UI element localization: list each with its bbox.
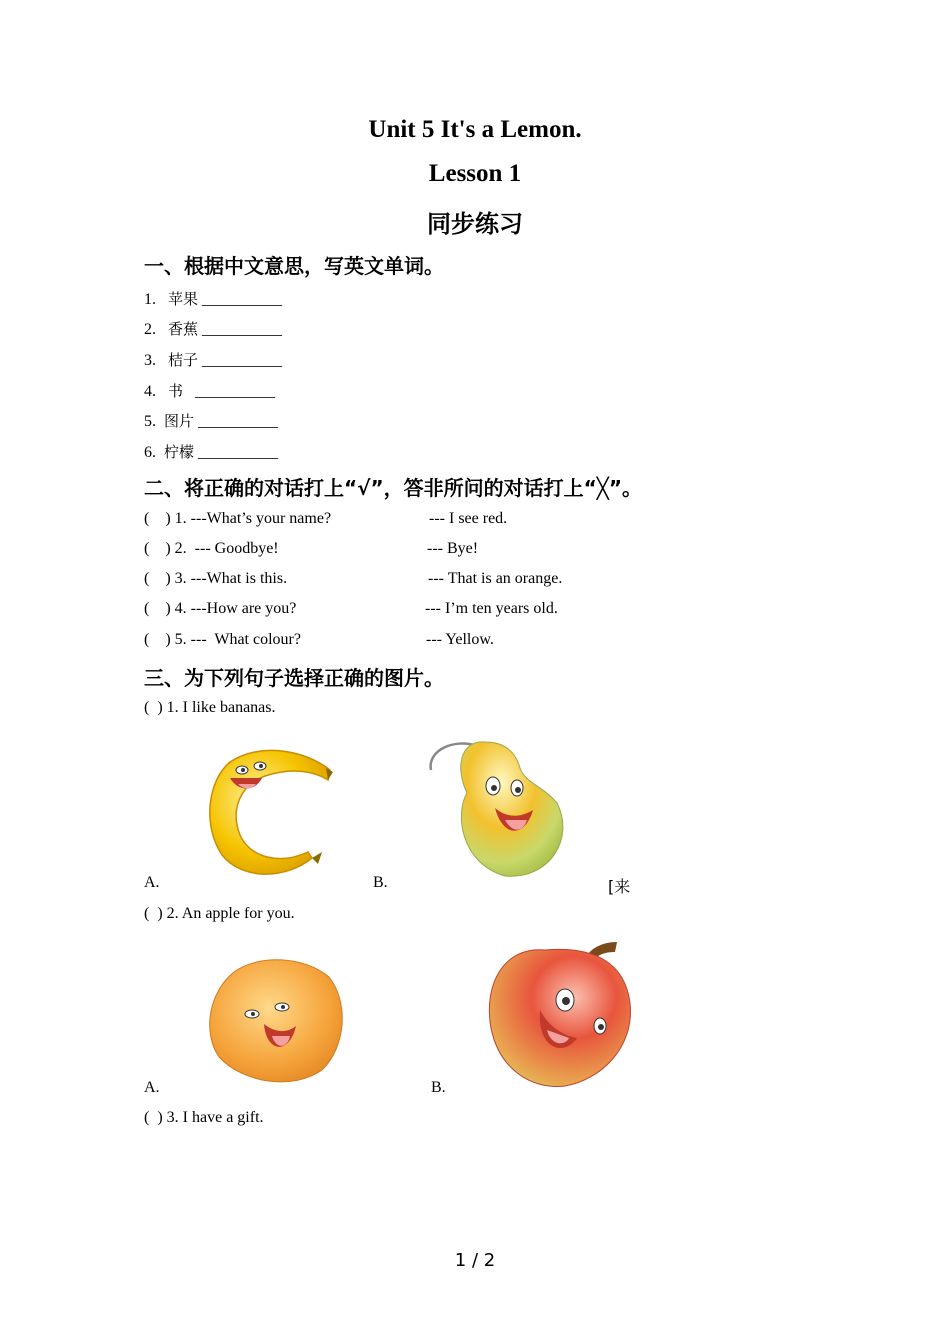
option-b-label: B. xyxy=(431,1079,446,1096)
apple-picture xyxy=(485,938,633,1090)
answer-blank[interactable]: __________ xyxy=(202,352,283,369)
picture-question-1: ( ) 1. I like bananas. xyxy=(144,699,276,716)
answer-blank[interactable]: __________ xyxy=(202,291,283,308)
vocab-item-6: 6. 柠檬 __________ xyxy=(144,443,279,461)
section1-title: 一、根据中文意思，写英文单词。 xyxy=(144,254,444,278)
lesson-title: Lesson 1 xyxy=(428,160,522,187)
answer-blank[interactable]: __________ xyxy=(198,413,279,430)
vocab-item-4: 4. 书 __________ xyxy=(144,382,276,400)
picture-question-3: ( ) 3. I have a gift. xyxy=(144,1109,264,1126)
page-number: 1 / 2 xyxy=(454,1250,496,1271)
unit-title: Unit 5 It's a Lemon. xyxy=(368,116,582,143)
source-note: [来 xyxy=(608,877,631,896)
section2-title: 二、将正确的对话打上“√”，答非所问的对话打上“╳”。 xyxy=(144,476,642,500)
dialog-answer-2: --- Bye! xyxy=(427,540,479,557)
dialog-question-2: ( ) 2. --- Goodbye! xyxy=(144,540,279,557)
answer-blank[interactable]: __________ xyxy=(195,383,276,400)
picture-question-2: ( ) 2. An apple for you. xyxy=(144,905,295,922)
dialog-question-5: ( ) 5. --- What colour? xyxy=(144,631,301,648)
pear-picture xyxy=(425,738,570,880)
vocab-item-5: 5. 图片 __________ xyxy=(144,412,279,430)
answer-blank[interactable]: __________ xyxy=(202,321,283,338)
vocab-item-3: 3. 桔子 __________ xyxy=(144,351,283,369)
banana-picture xyxy=(200,740,335,882)
dialog-answer-4: --- I’m ten years old. xyxy=(425,600,558,617)
dialog-answer-5: --- Yellow. xyxy=(426,631,494,648)
section3-title: 三、为下列句子选择正确的图片。 xyxy=(144,666,444,690)
dialog-question-4: ( ) 4. ---How are you? xyxy=(144,600,297,617)
option-b-label: B. xyxy=(373,874,388,891)
answer-blank[interactable]: __________ xyxy=(198,444,279,461)
option-a-label: A. xyxy=(144,1079,160,1096)
dialog-answer-1: --- I see red. xyxy=(429,510,508,527)
option-a-label: A. xyxy=(144,874,160,891)
vocab-item-2: 2. 香蕉 __________ xyxy=(144,320,283,338)
practice-heading: 同步练习 xyxy=(427,210,523,238)
dialog-question-3: ( ) 3. ---What is this. xyxy=(144,570,288,587)
dialog-question-1: ( ) 1. ---What’s your name? xyxy=(144,510,332,527)
orange-picture xyxy=(204,952,346,1084)
dialog-answer-3: --- That is an orange. xyxy=(428,570,563,587)
vocab-item-1: 1. 苹果 __________ xyxy=(144,290,283,308)
